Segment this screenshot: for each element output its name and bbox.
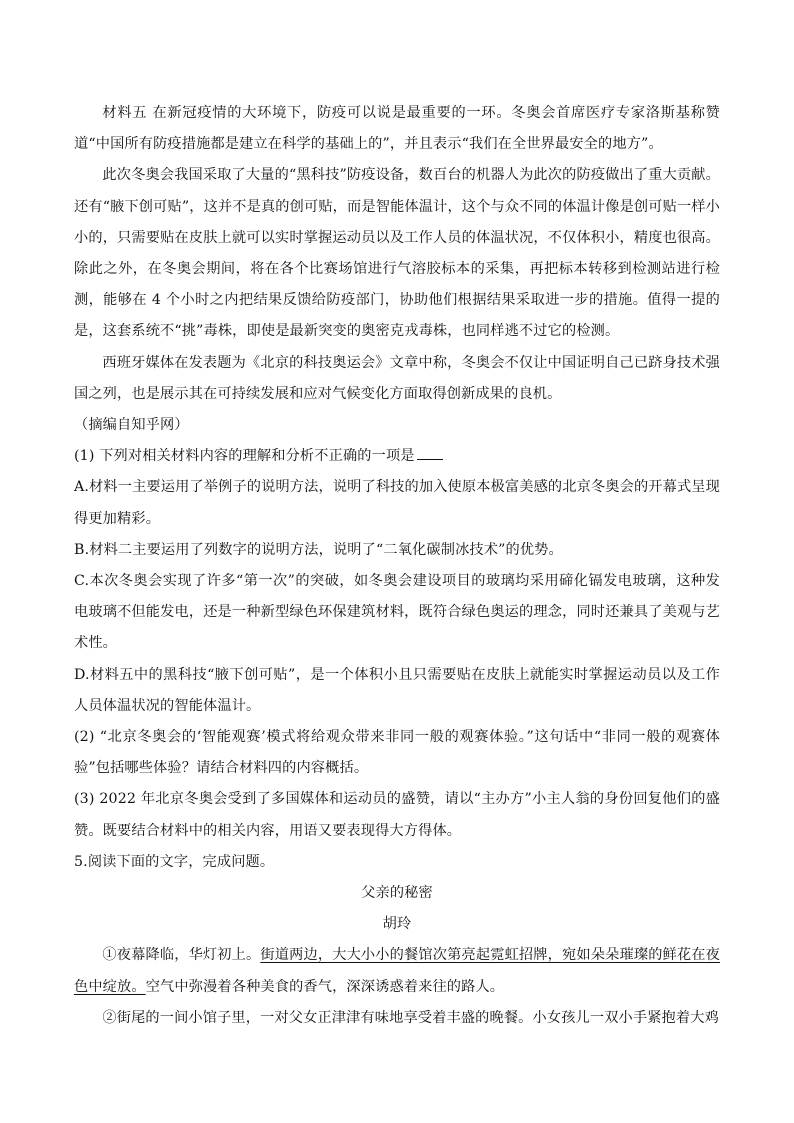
answer-blank[interactable] — [417, 445, 443, 460]
section-5-heading: 5.阅读下面的文字，完成问题。 — [74, 853, 275, 870]
article-author: 胡玲 — [382, 916, 412, 933]
option-d: D.材料五中的黑科技“腋下创可贴”，是一个体积小且只需要贴在皮肤上就能实时掌握运动员以及工作人员体温状况的智能体温计。 — [74, 666, 720, 714]
article-paragraph-1 — [74, 940, 720, 1002]
option-a: A.材料一主要运用了举例子的说明方法，说明了科技的加入使原本极富美感的北京冬奥会的开幕式呈现得更加精彩。 — [74, 479, 720, 527]
option-c: C.本次冬奥会实现了许多“第一次”的突破，如冬奥会建设项目的玻璃均采用碲化镉发电玻璃，这种发电玻璃不但能发电，还是一种新型绿色环保建筑材料，既符合绿色奥运的理念，同时还兼具了美观与艺术性。 — [74, 573, 720, 652]
question-1 — [74, 441, 720, 472]
paragraph-1-tail: 空气中弥漫着各种美食的香气，深深诱惑着来往的路人。 — [145, 978, 505, 995]
material5-paragraph-3: 西班牙媒体在发表题为《北京的科技奥运会》文章中称，冬奥会不仅让中国证明自己已跻身技术强国之列，也是展示其在可持续发展和应对气候变化方面取得创新成果的良机。 — [74, 354, 720, 402]
underlined-sentence: 街道两边，大大小小的餐馆次第亮起霓虹招牌，宛如朵朵璀璨的鲜花在夜色中绽放。 — [74, 947, 720, 995]
paragraph-1-lead: ①夜幕降临，华灯初上。 — [102, 947, 261, 964]
material5-paragraph-2: 此次冬奥会我国采取了大量的“黑科技”防疫设备，数百台的机器人为此次的防疫做出了重大贡献。还有“腋下创可贴”，这并不是真的创可贴，而是智能体温计，这个与众不同的体温计像是创可贴一样小小的，只需要贴在皮肤上就可以实时掌握运动员以及工作人员的体温状况，不仅体积小，精度也很高。除此之外，在冬奥会期间，将在各个比赛场馆进行气溶胶标本的采集，再把标本转移到检测站进行检测，能够在 4 个小时之内把结果反馈给防疫部门，协助他们根据结果采取进一步的措施。值得一提的是，这套系统不“挑”毒株，即使是最新突变的奥密克戎毒株，也同样逃不过它的检测。 — [74, 167, 720, 340]
question-2: (2) “北京冬奥会的‘智能观赛’模式将给观众带来非同一般的观赛体验。”这句话中“非同一般的观赛体验”包括哪些体验？请结合材料四的内容概括。 — [74, 729, 720, 777]
document-page — [74, 98, 720, 1034]
question-3: (3) 2022 年北京冬奥会受到了多国媒体和运动员的盛赞，请以“主办方”小主人翁的身份回复他们的盛赞。既要结合材料中的相关内容，用语又要表现得大方得体。 — [74, 791, 720, 839]
material5-source: （摘编自知乎网） — [74, 417, 189, 434]
article-title: 父亲的秘密 — [361, 885, 433, 902]
option-b: B.材料二主要运用了列数字的说明方法，说明了“二氧化碳制冰技术”的优势。 — [74, 541, 563, 558]
material5-paragraph-1: 材料五 在新冠疫情的大环境下，防疫可以说是最重要的一环。冬奥会首席医疗专家洛斯基称赞道“中国所有防疫措施都是建立在科学的基础上的”，并且表示“我们在全世界最安全的地方”。 — [74, 105, 720, 153]
question-1-text: (1) 下列对相关材料内容的理解和分析不正确的一项是 — [74, 448, 415, 465]
article-paragraph-2: ②街尾的一间小馆子里，一对父女正津津有味地享受着丰盛的晚餐。小女孩儿一双小手紧抱着大鸡 — [102, 1009, 719, 1026]
